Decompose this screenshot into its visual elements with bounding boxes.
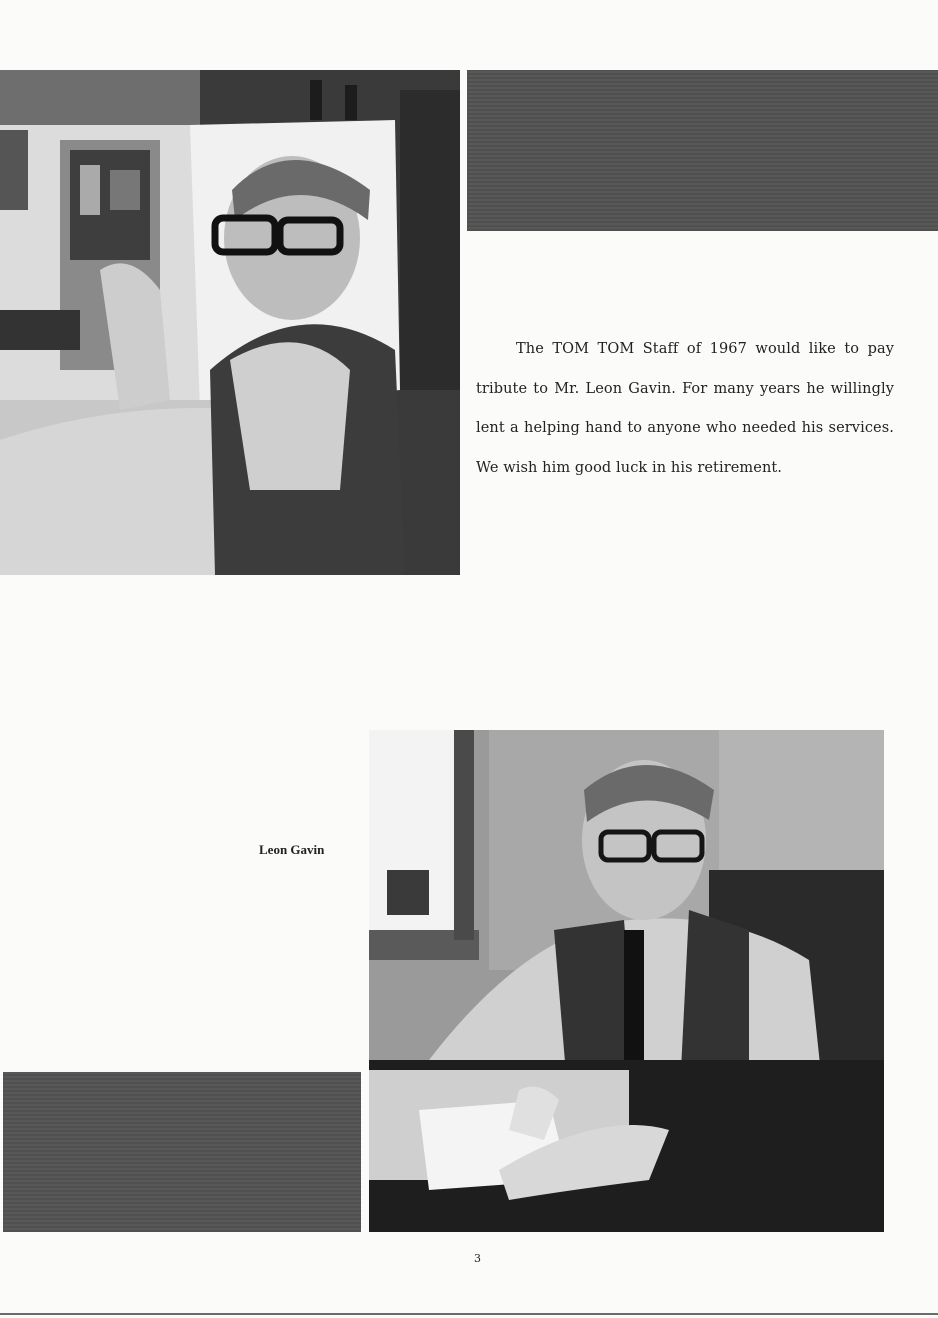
photo-man-at-desk [369, 730, 884, 1232]
decorative-dark-block-top [467, 70, 938, 231]
bottom-edge-rule [0, 1313, 938, 1315]
page-number: 3 [474, 1252, 481, 1265]
electrical-panel-photo-image [0, 70, 460, 575]
photo-man-at-electrical-panel [0, 70, 460, 575]
tribute-paragraph: The TOM TOM Staff of 1967 would like to pay tribute to Mr. Leon Gavin. For many years he willingly lent a helping hand to anyone who needed his services. We wish him good luck in his retirement. [476, 341, 894, 476]
decorative-dark-block-bottom [3, 1072, 361, 1232]
photo-caption: Leon Gavin [259, 842, 325, 857]
desk-photo-image [369, 730, 884, 1232]
